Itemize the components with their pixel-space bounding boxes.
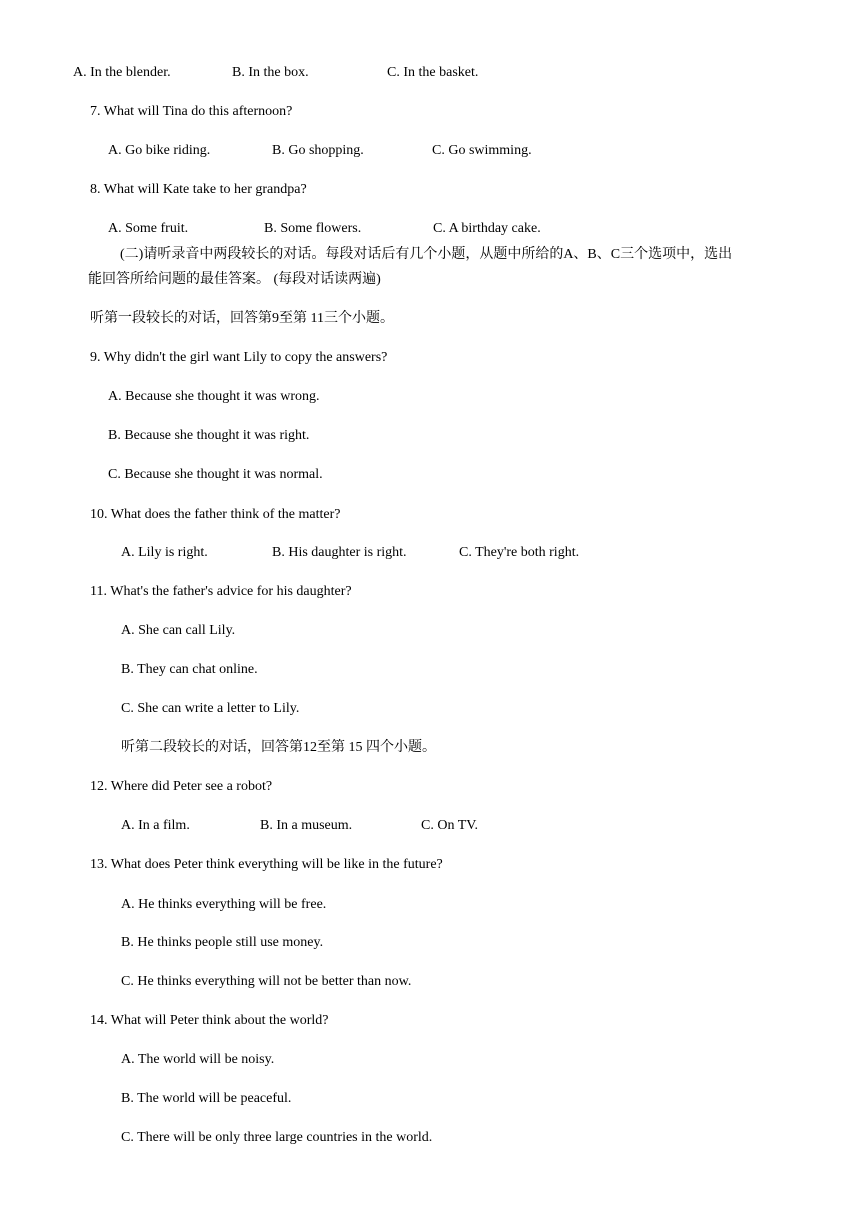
q12-question: 12. Where did Peter see a robot? (90, 779, 273, 794)
q7-option-c: C. Go swimming. (432, 143, 532, 158)
q11-option-c: C. She can write a letter to Lily. (121, 701, 300, 716)
q11-question: 11. What's the father's advice for his daughter? (90, 584, 352, 599)
q7-option-a: A. Go bike riding. (108, 143, 211, 158)
q6-option-a: A. In the blender. (73, 65, 171, 80)
dialogue2-intro: 听第二段较长的对话，回答第12至第 15 四个小题。 (121, 740, 436, 755)
q11-option-b: B. They can chat online. (121, 662, 258, 677)
q13-option-c: C. He thinks everything will not be better than now. (121, 974, 412, 989)
q8-option-b: B. Some flowers. (264, 221, 362, 236)
q12-option-c: C. On TV. (421, 818, 479, 833)
q12-option-a: A. In a film. (121, 818, 190, 833)
q13-option-a: A. He thinks everything will be free. (121, 897, 327, 912)
q9-option-c: C. Because she thought it was normal. (108, 467, 323, 482)
q13-option-b: B. He thinks people still use money. (121, 935, 324, 950)
q14-option-b: B. The world will be peaceful. (121, 1091, 292, 1106)
q8-question: 8. What will Kate take to her grandpa? (90, 182, 307, 197)
q10-option-b: B. His daughter is right. (272, 545, 407, 560)
q8-option-c: C. A birthday cake. (433, 221, 541, 236)
q14-option-a: A. The world will be noisy. (121, 1052, 275, 1067)
q10-option-c: C. They're both right. (459, 545, 580, 560)
q12-option-b: B. In a museum. (260, 818, 353, 833)
q14-option-c: C. There will be only three large countries in the world. (121, 1130, 433, 1145)
section2-instruction-line1: (二)请听录音中两段较长的对话。每段对话后有几个小题，从题中所给的A、B、C三个选项中，选出 (120, 247, 733, 262)
q7-option-b: B. Go shopping. (272, 143, 364, 158)
q11-option-a: A. She can call Lily. (121, 623, 236, 638)
q8-option-a: A. Some fruit. (108, 221, 189, 236)
q14-question: 14. What will Peter think about the world? (90, 1013, 329, 1028)
q7-question: 7. What will Tina do this afternoon? (90, 104, 293, 119)
q13-question: 13. What does Peter think everything will be like in the future? (90, 857, 443, 872)
section2-instruction-line2: 能回答所给问题的最佳答案。 (每段对话读两遍) (88, 272, 381, 287)
q6-option-b: B. In the box. (232, 65, 309, 80)
q10-question: 10. What does the father think of the matter? (90, 507, 341, 522)
dialogue1-intro: 听第一段较长的对话，回答第9至第 11三个小题。 (90, 311, 394, 326)
q10-option-a: A. Lily is right. (121, 545, 208, 560)
q9-option-a: A. Because she thought it was wrong. (108, 389, 320, 404)
q9-question: 9. Why didn't the girl want Lily to copy the answers? (90, 350, 388, 365)
q9-option-b: B. Because she thought it was right. (108, 428, 310, 443)
q6-option-c: C. In the basket. (387, 65, 479, 80)
